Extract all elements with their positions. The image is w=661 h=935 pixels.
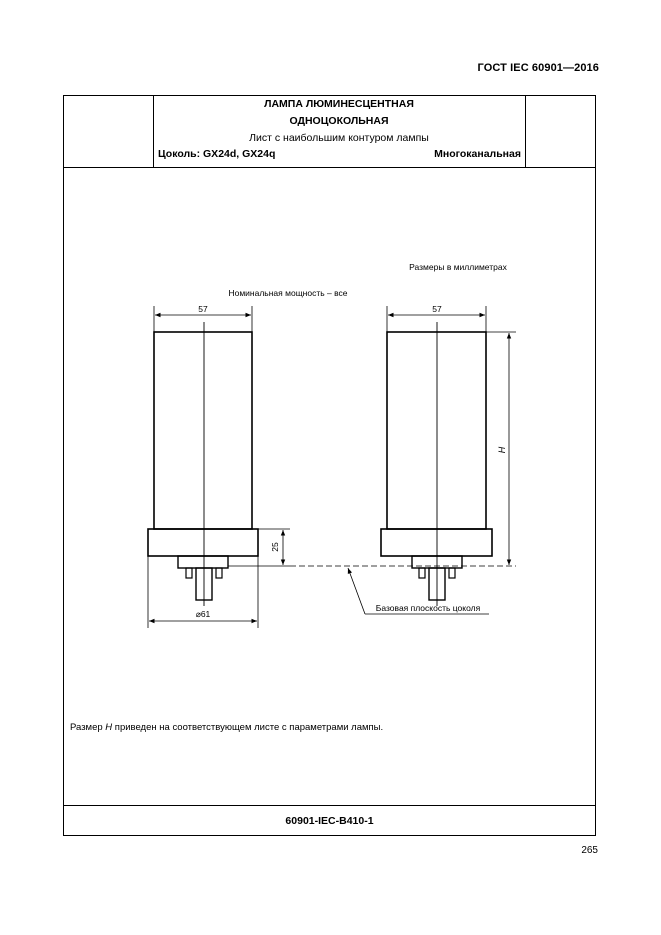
base-height-label: 25 xyxy=(270,542,280,552)
width-dimension-label: 57 xyxy=(432,304,442,314)
lamp-tube xyxy=(154,332,252,529)
reference-plane-label: Базовая плоскость цоколя xyxy=(375,603,481,613)
left-lamp xyxy=(148,304,290,628)
base-diameter-label: ⌀61 xyxy=(195,609,211,619)
page-number: 265 xyxy=(581,845,598,856)
base-pin xyxy=(449,568,455,578)
sheet-code: 60901-IEC-B410-1 xyxy=(285,815,374,827)
right-lamp xyxy=(381,304,516,606)
subtitle: Лист с наибольшим контуром лампы xyxy=(249,132,429,144)
type-label: Многоканальная xyxy=(434,148,521,160)
lamp-base xyxy=(148,529,258,556)
note-suffix: приведен на соответствующем листе с параметрами лампы. xyxy=(112,722,384,733)
base-pin xyxy=(216,568,222,578)
power-note: Номинальная мощность – все xyxy=(228,288,348,298)
lamp-base xyxy=(381,529,492,556)
reference-plane-leader xyxy=(348,568,365,614)
width-dimension-label: 57 xyxy=(198,304,208,314)
standard-designation: ГОСТ IEC 60901—2016 xyxy=(477,62,599,74)
cap-label: Цоколь: GX24d, GX24q xyxy=(158,148,276,160)
note-variable: H xyxy=(105,722,113,733)
title-line-2: ОДНОЦОКОЛЬНАЯ xyxy=(289,115,389,127)
units-note: Размеры в миллиметрах xyxy=(409,262,507,272)
base-collar xyxy=(178,556,228,568)
note-text xyxy=(70,722,383,733)
base-pin xyxy=(186,568,192,578)
base-pin xyxy=(419,568,425,578)
height-dimension-label: H xyxy=(497,446,507,454)
title-line-1: ЛАМПА ЛЮМИНЕСЦЕНТНАЯ xyxy=(264,98,414,110)
lamp-tube xyxy=(387,332,486,529)
note-prefix: Размер xyxy=(70,722,106,733)
